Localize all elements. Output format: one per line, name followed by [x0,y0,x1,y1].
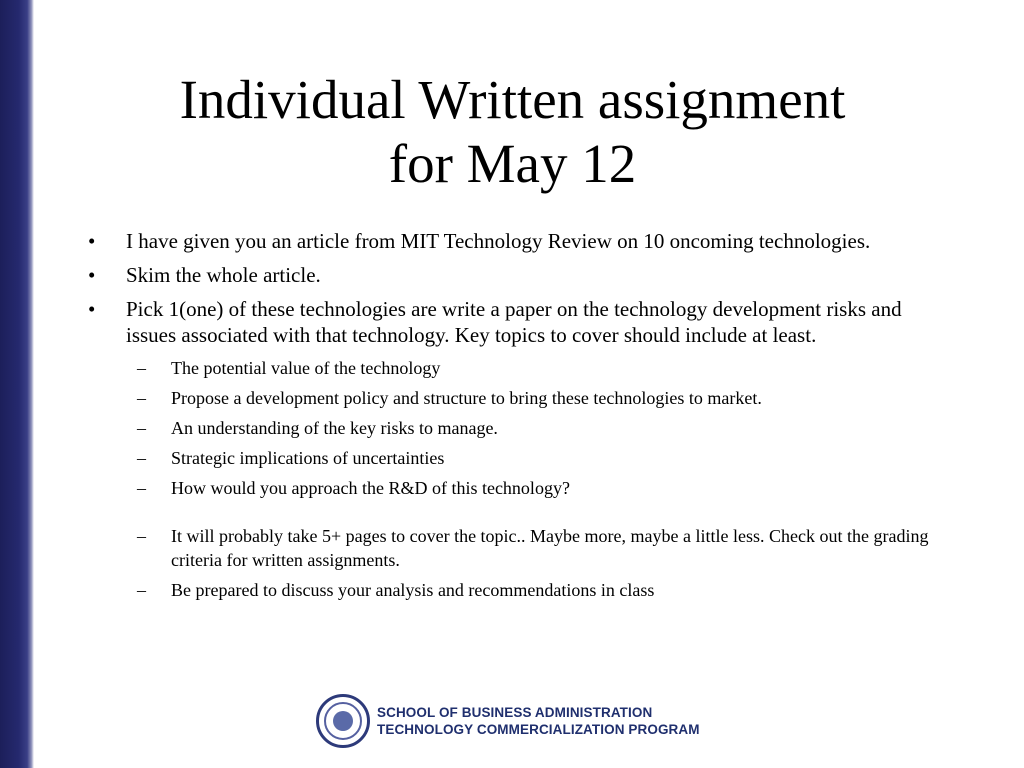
bullet-item [85,228,945,254]
dash-mark: – [137,580,146,600]
bullet-mark: • [88,229,96,253]
left-decorative-stripe [0,0,34,768]
slide-title-line-1: Individual Written assignment [179,69,846,130]
sub-item-text: It will probably take 5+ pages to cover the topic.. Maybe more, maybe a little less. Check out the grading criteria for written assignments. [171,526,929,570]
bullet-mark: • [88,297,96,321]
bullet-text: I have given you an article from MIT Technology Review on 10 oncoming technologies. [126,229,871,253]
footer-text [377,704,700,738]
slide-body [85,228,945,608]
sub-item-text: The potential value of the technology [171,358,441,378]
dash-mark: – [137,418,146,438]
bullet-item [85,262,945,288]
dash-mark: – [137,448,146,468]
sub-item-text: Propose a development policy and structure to bring these technologies to market. [171,388,762,408]
sub-item [85,416,945,440]
sub-item-text: An understanding of the key risks to manage. [171,418,498,438]
dash-mark: – [137,478,146,498]
dash-mark: – [137,358,146,378]
bullet-item [85,296,945,348]
sub-item [85,578,945,602]
sub-item [85,356,945,380]
bullet-mark: • [88,263,96,287]
sub-item [85,386,945,410]
bullet-text: Skim the whole article. [126,263,321,287]
footer-program-name: TECHNOLOGY COMMERCIALIZATION PROGRAM [377,722,700,737]
footer-school-name: SCHOOL OF BUSINESS ADMINISTRATION [377,705,653,720]
footer-branding [316,692,700,750]
sub-item-text: How would you approach the R&D of this technology? [171,478,570,498]
slide-title-line-2: for May 12 [388,133,637,194]
sub-item-text: Be prepared to discuss your analysis and recommendations in class [171,580,655,600]
sub-item [85,476,945,500]
sub-item [85,524,945,572]
dash-mark: – [137,388,146,408]
bullet-text: Pick 1(one) of these technologies are write a paper on the technology development risks and issues associated with that technology. Key topics to cover should include at least. [126,297,902,347]
university-seal-icon [316,694,370,748]
sub-item-text: Strategic implications of uncertainties [171,448,445,468]
dash-mark: – [137,526,146,546]
slide-title [60,68,965,196]
sub-item [85,446,945,470]
